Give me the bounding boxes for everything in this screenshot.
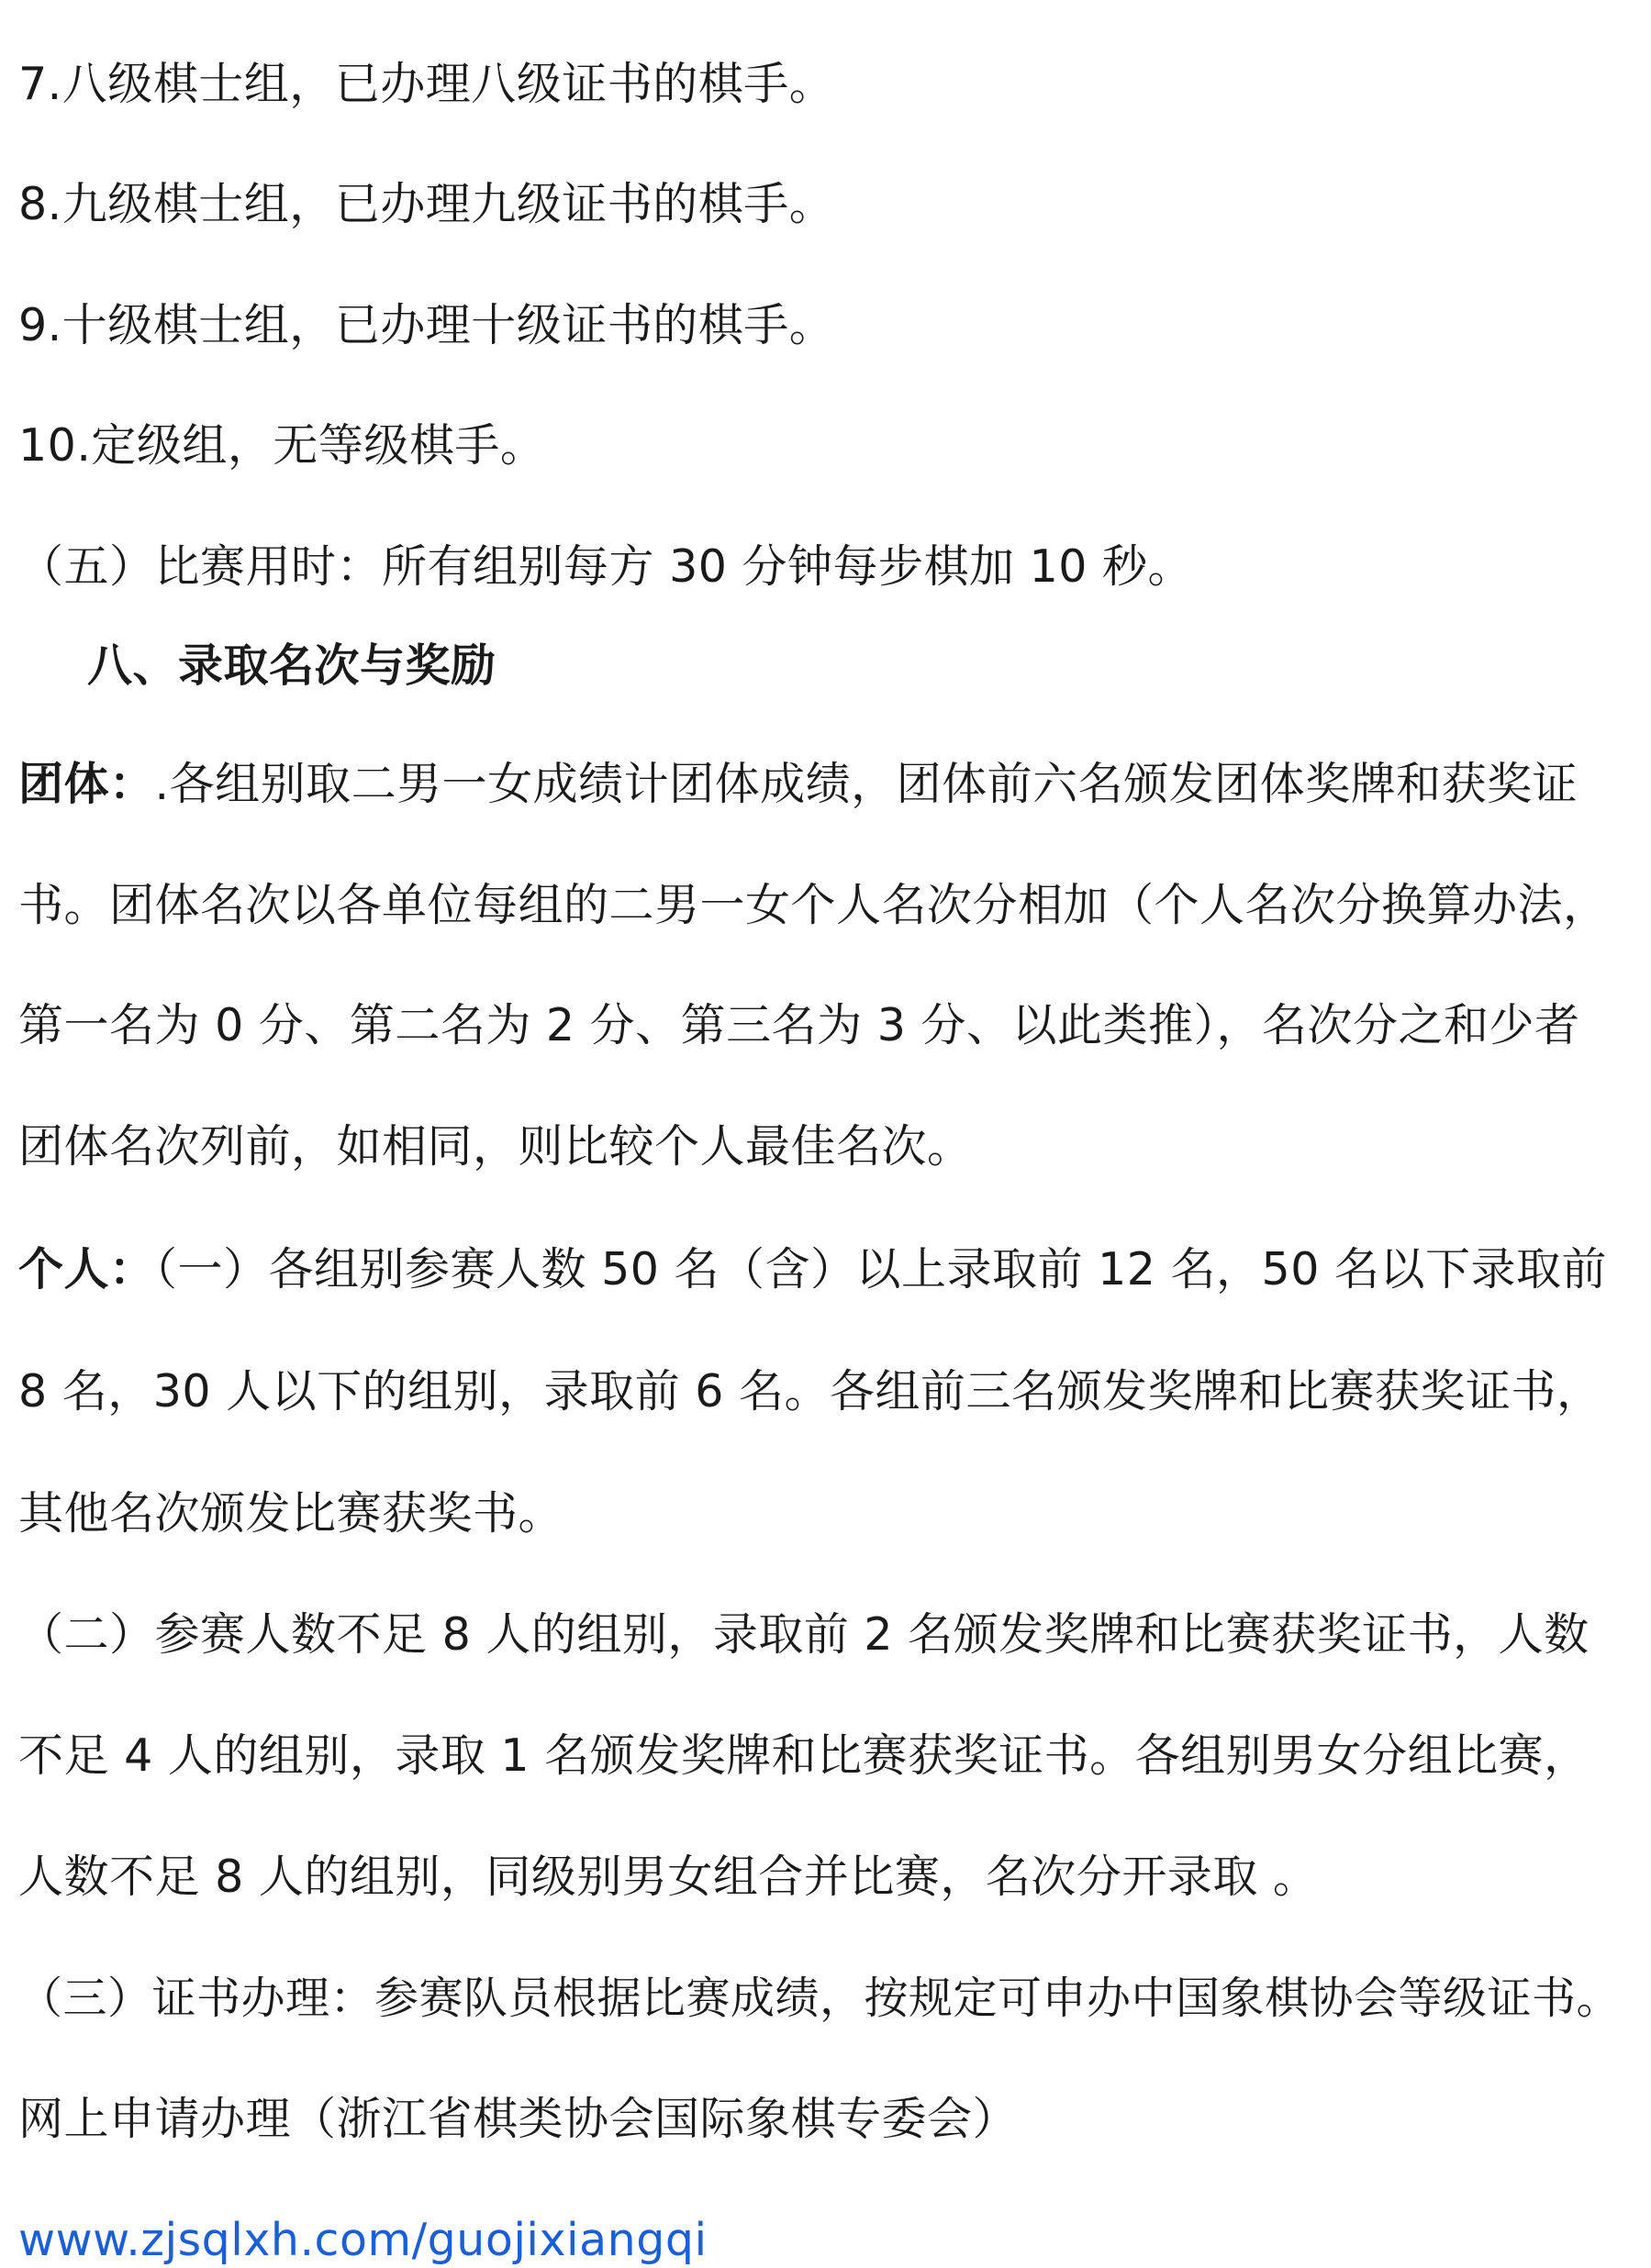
- group-item-7: 7.八级棋士组，已办理八级证书的棋手。: [18, 58, 835, 110]
- team-text: .各组别取二男一女成绩计团体成绩，团体前六名颁发团体奖牌和获奖证: [154, 758, 1578, 810]
- individual-text: （一）各组别参赛人数 50 名（含）以上录取前 12 名，50 名以下录取前: [154, 1243, 1607, 1295]
- individual-paragraph-line-2: 8 名，30 人以下的组别，录取前 6 名。各组前三名颁发奖牌和比赛获奖证书，: [18, 1365, 1602, 1418]
- certificate-paragraph: （三）证书办理：参赛队员根据比赛成绩，按规定可申办中国象棋协会等级证书。: [18, 1973, 1622, 2024]
- section-heading-8: 八、录取名次与奖励: [87, 639, 496, 692]
- team-paragraph-line-3: 第一名为 0 分、第二名为 2 分、第三名为 3 分、以此类推），名次分之和少者: [18, 999, 1580, 1051]
- small-group-paragraph-line-2: 不足 4 人的组别，录取 1 名颁发奖牌和比赛获奖证书。各组别男女分组比赛，: [18, 1729, 1590, 1782]
- group-item-10: 10.定级组，无等级棋手。: [18, 419, 546, 472]
- small-group-paragraph-line-3: 人数不足 8 人的组别，同级别男女组合并比赛，名次分开录取 。: [18, 1851, 1319, 1903]
- online-application-note: 网上申请办理（浙江省棋类协会国际象棋专委会）: [18, 2093, 1019, 2145]
- small-group-paragraph-line-1: （二）参赛人数不足 8 人的组别，录取前 2 名颁发奖牌和比赛获奖证书，人数: [18, 1608, 1590, 1661]
- individual-paragraph-line-3: 其他名次颁发比赛获奖书。: [18, 1487, 564, 1540]
- team-paragraph-line-2: 书。团体名次以各单位每组的二男一女个人名次分相加（个人名次分换算办法，: [18, 879, 1609, 931]
- individual-label: 个人：: [18, 1243, 155, 1295]
- time-control-paragraph: （五）比赛用时：所有组别每方 30 分钟每步棋加 10 秒。: [18, 540, 1194, 593]
- group-item-9: 9.十级棋士组，已办理十级证书的棋手。: [18, 299, 835, 351]
- website-link[interactable]: www.zjsqlxh.com/guojixiangqi: [18, 2214, 708, 2266]
- team-paragraph-line-4: 团体名次列前，如相同，则比较个人最佳名次。: [18, 1120, 973, 1173]
- group-item-8: 8.九级棋士组，已办理九级证书的棋手。: [18, 178, 835, 230]
- individual-paragraph-line-1: [18, 1242, 1607, 1297]
- team-paragraph-line-1: [18, 757, 1578, 812]
- team-label: 团体：: [18, 758, 155, 810]
